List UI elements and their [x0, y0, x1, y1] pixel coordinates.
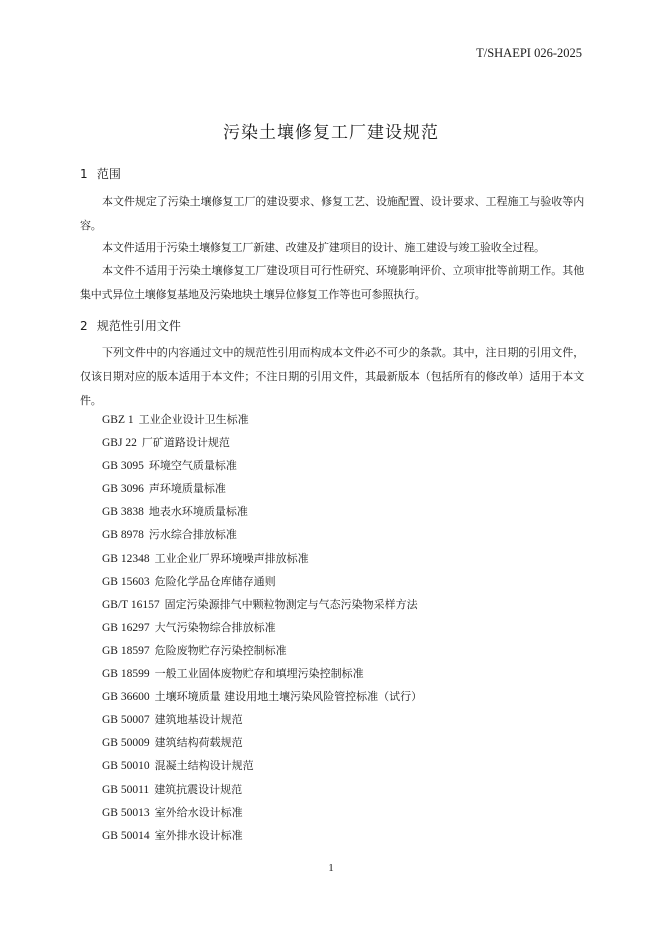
- scope-paragraph-2: 本文件适用于污染土壤修复工厂新建、改建及扩建项目的设计、施工建设与竣工验收全过程。: [102, 241, 545, 254]
- reference-code: GB 15603: [102, 575, 150, 588]
- reference-item: [102, 523, 422, 546]
- section-1-title: 范围: [96, 167, 121, 181]
- reference-code: GB 12348: [102, 552, 150, 565]
- reference-code: GB/T 16157: [102, 598, 160, 611]
- reference-title: 危险化学品仓库储存通则: [154, 574, 276, 588]
- reference-item: [102, 685, 422, 708]
- reference-title: 大气污染物综合排放标准: [154, 620, 276, 634]
- reference-item: [102, 477, 422, 500]
- reference-item: [102, 431, 422, 454]
- reference-code: GB 50011: [102, 783, 150, 796]
- reference-code: GB 50009: [102, 737, 150, 750]
- reference-title: 建筑地基设计规范: [154, 713, 243, 727]
- reference-code: GBJ 22: [102, 437, 137, 450]
- reference-title: 室外排水设计标准: [154, 828, 243, 842]
- reference-code: GB 36600: [102, 691, 150, 704]
- reference-title: 工业企业设计卫生标准: [138, 413, 249, 426]
- reference-code: GBZ 1: [102, 414, 134, 426]
- reference-code: GB 3838: [102, 506, 144, 519]
- reference-item: [102, 454, 422, 477]
- reference-code: GB 50013: [102, 806, 150, 819]
- reference-code: GB 3095: [102, 460, 144, 473]
- reference-code: GB 18599: [102, 668, 150, 681]
- reference-item: [102, 662, 422, 685]
- reference-title: 固定污染源排气中颗粒物测定与气态污染物采样方法: [164, 597, 418, 611]
- reference-item: [102, 593, 422, 616]
- reference-title: 土壤环境质量 建设用地土壤污染风险管控标准（试行）: [154, 690, 423, 704]
- reference-item: [102, 778, 422, 801]
- scope-paragraph-1: 本文件规定了污染土壤修复工厂的建设要求、修复工艺、设施配置、设计要求、工程施工与验收等内容。: [80, 195, 584, 232]
- reference-item: [102, 547, 422, 570]
- reference-item: [102, 824, 422, 847]
- reference-item: [102, 570, 422, 593]
- reference-code: GB 16297: [102, 621, 150, 634]
- standard-code: T/SHAEPI 026-2025: [476, 46, 582, 60]
- reference-code: GB 50007: [102, 714, 150, 727]
- section-2-number: 2: [80, 319, 88, 333]
- reference-code: GB 8978: [102, 529, 144, 542]
- reference-title: 一般工业固体废物贮存和填埋污染控制标准: [154, 667, 364, 681]
- section-1-number: 1: [80, 167, 88, 181]
- reference-code: GB 18597: [102, 644, 150, 657]
- reference-item: [102, 801, 422, 824]
- reference-title: 工业企业厂界环境噪声排放标准: [154, 551, 309, 565]
- reference-list: [102, 408, 422, 847]
- reference-item: [102, 500, 422, 523]
- reference-code: GB 3096: [102, 483, 144, 496]
- reference-title: 声环境质量标准: [148, 482, 226, 496]
- reference-item: [102, 731, 422, 754]
- scope-paragraph-3: 本文件不适用于污染土壤修复工厂建设项目可行性研究、环境影响评价、立项审批等前期工作。其他集中式异位土壤修复基地及污染地块土壤异位修复工作等也可参照执行。: [80, 264, 584, 301]
- reference-item: [102, 754, 422, 777]
- reference-title: 混凝土结构设计规范: [154, 759, 254, 773]
- page-number: 1: [328, 862, 334, 874]
- section-1-heading: [80, 165, 121, 182]
- reference-code: GB 50014: [102, 829, 150, 842]
- reference-title: 室外给水设计标准: [154, 805, 243, 819]
- reference-code: GB 50010: [102, 760, 150, 773]
- reference-title: 危险废物贮存污染控制标准: [154, 643, 287, 657]
- reference-title: 建筑抗震设计规范: [154, 782, 243, 796]
- reference-title: 环境空气质量标准: [148, 459, 237, 473]
- reference-item: [102, 408, 422, 431]
- reference-item: [102, 616, 422, 639]
- reference-item: [102, 708, 422, 731]
- reference-title: 地表水环境质量标准: [148, 505, 248, 519]
- section-2-title: 规范性引用文件: [96, 319, 181, 333]
- reference-title: 建筑结构荷载规范: [154, 736, 243, 750]
- reference-title: 污水综合排放标准: [148, 528, 237, 542]
- reference-item: [102, 639, 422, 662]
- references-intro: 下列文件中的内容通过文中的规范性引用而构成本文件必不可少的条款。其中，注日期的引用文件，仅该日期对应的版本适用于本文件；不注日期的引用文件，其最新版本（包括所有的修改单）适用于本文件。: [80, 346, 584, 407]
- section-2-heading: [80, 317, 181, 334]
- reference-title: 厂矿道路设计规范: [141, 436, 230, 450]
- document-title: 污染土壤修复工厂建设规范: [223, 123, 439, 143]
